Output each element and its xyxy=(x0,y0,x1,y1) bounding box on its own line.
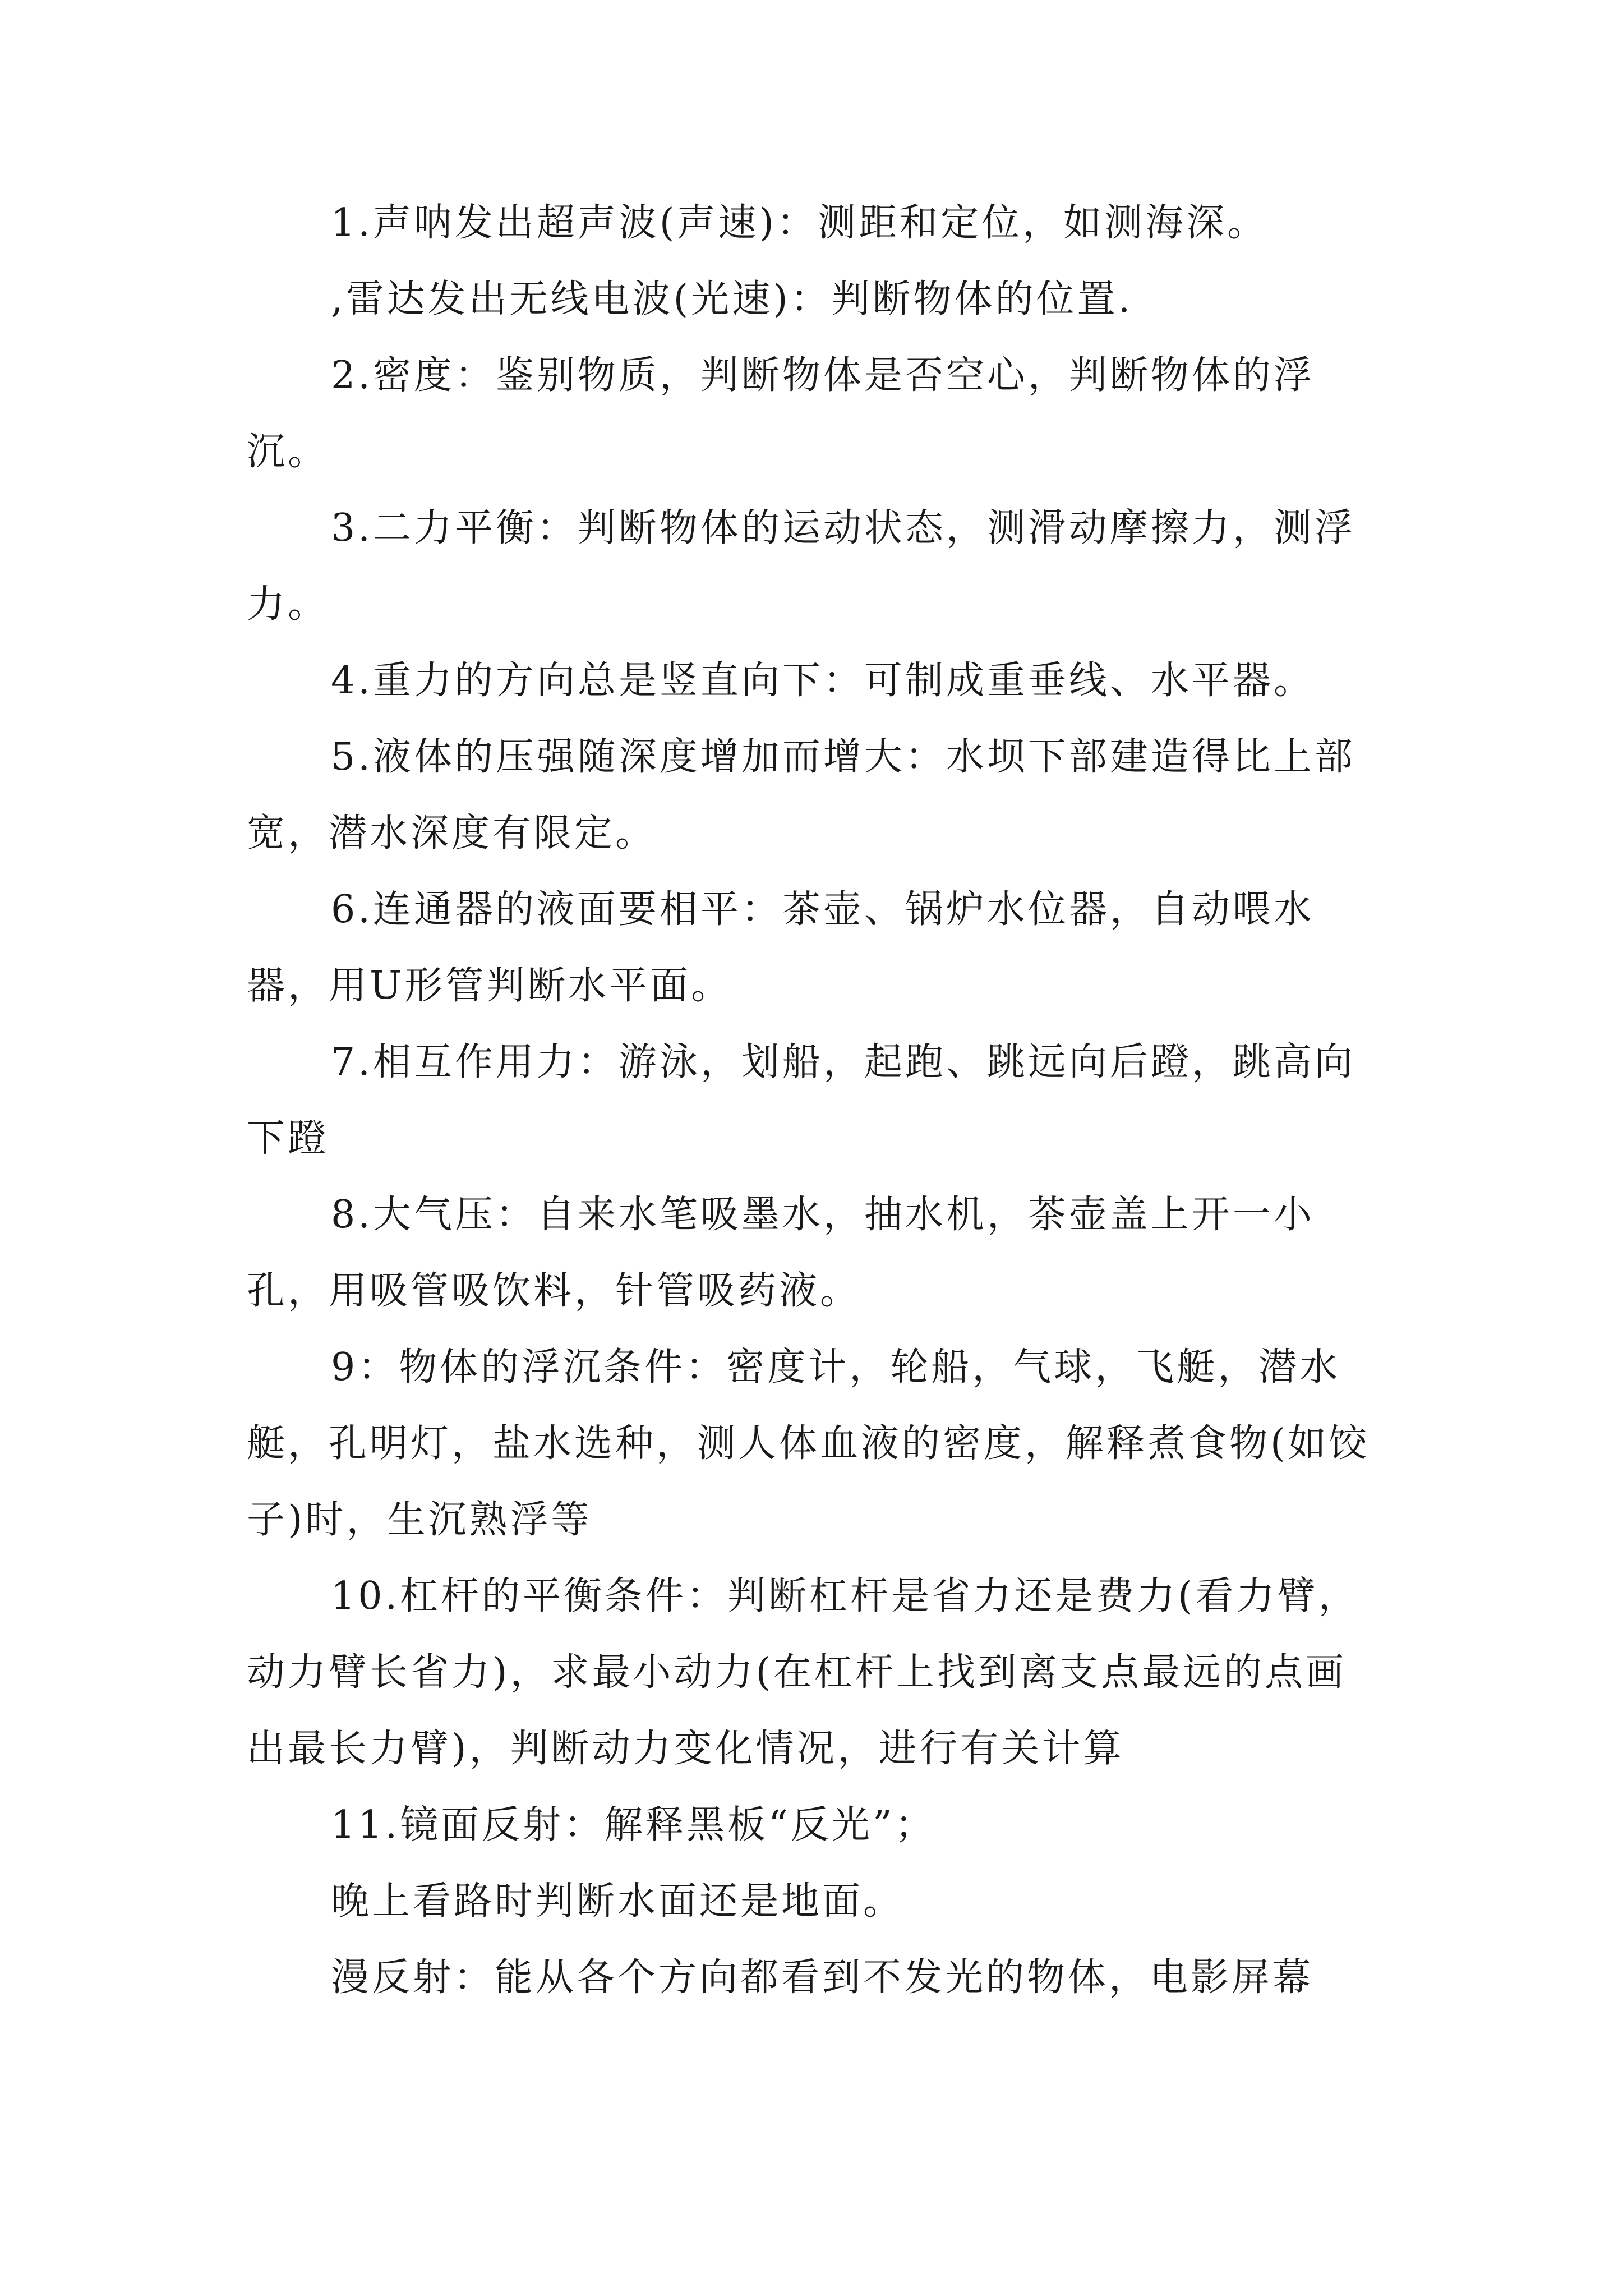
paragraph-radar: ,雷达发出无线电波(光速)：判断物体的位置. xyxy=(331,277,1133,321)
paragraph-sonar: 1.声呐发出超声波(声速)：测距和定位，如测海深。 xyxy=(331,201,1268,245)
paragraph-specular-reflection: 11.镜面反射：解释黑板“反光”； xyxy=(331,1803,936,1847)
paragraph-night-road: 晚上看路时判断水面还是地面。 xyxy=(331,1879,905,1924)
paragraph-density: 2.密度：鉴别物质，判断物体是否空心，判断物体的浮沉。 xyxy=(247,353,1315,474)
paragraph-interaction-force: 7.相互作用力：游泳，划船，起跑、跳远向后蹬，跳高向下蹬 xyxy=(247,1040,1355,1161)
paragraph-diffuse-reflection: 漫反射：能从各个方向都看到不发光的物体，电影屏幕 xyxy=(331,1955,1314,2000)
paragraph-atmospheric-pressure: 8.大气压：自来水笔吸墨水，抽水机，茶壶盖上开一小孔，用吸管吸饮料，针管吸药液。 xyxy=(247,1193,1315,1313)
paragraph-buoyancy: 9：物体的浮沉条件：密度计，轮船，气球，飞艇，潜水艇，孔明灯，盐水选种，测人体血液的密度，解释煮食物(如饺子)时，生沉熟浮等 xyxy=(247,1345,1370,1542)
paragraph-liquid-pressure: 5.液体的压强随深度增加而增大：水坝下部建造得比上部宽，潜水深度有限定。 xyxy=(247,735,1355,855)
paragraph-connector: 6.连通器的液面要相平：茶壶、锅炉水位器，自动喂水器，用U形管判断水平面。 xyxy=(247,887,1315,1008)
paragraph-gravity: 4.重力的方向总是竖直向下：可制成重垂线、水平器。 xyxy=(331,659,1315,703)
document-body xyxy=(247,185,1380,2016)
paragraph-balance: 3.二力平衡：判断物体的运动状态，测滑动摩擦力，测浮力。 xyxy=(247,506,1355,627)
paragraph-lever: 10.杠杆的平衡条件：判断杠杆是省力还是费力(看力臂，动力臂长省力)，求最小动力(在杠杆上找到离支点最远的点画出最长力臂)，判断动力变化情况，进行有关计算 xyxy=(247,1574,1359,1771)
